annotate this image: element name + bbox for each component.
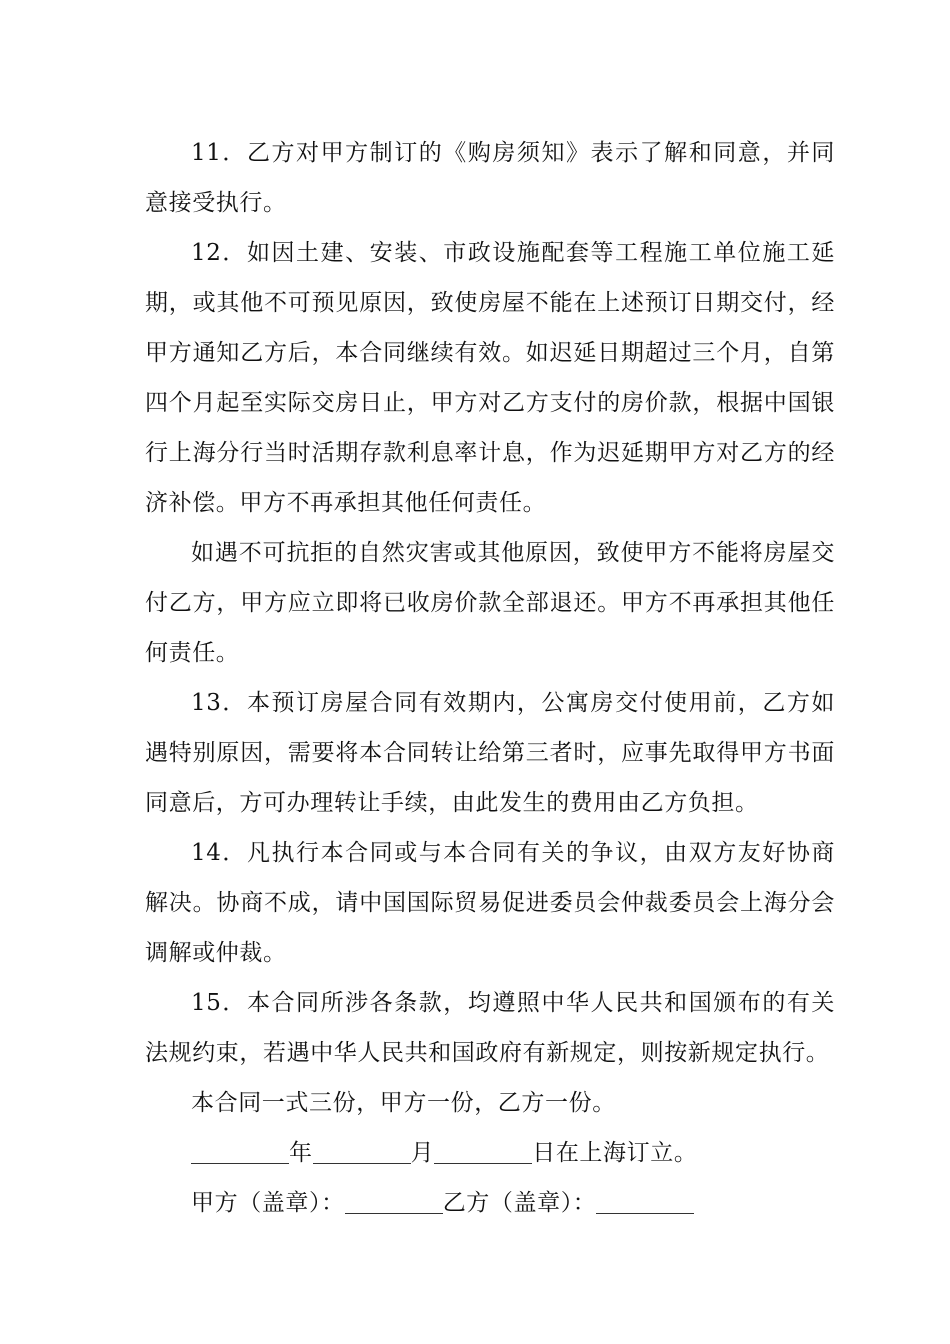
party-a-seal-label: 甲方（盖章）：: [191, 1190, 345, 1216]
party-b-seal-label: 乙方（盖章）：: [442, 1190, 597, 1216]
year-blank: [191, 1140, 289, 1164]
date-line: [145, 1128, 835, 1178]
copies-statement: 本合同一式三份，甲方一份，乙方一份。: [191, 1090, 616, 1116]
day-blank: [434, 1140, 532, 1164]
party-a-seal-blank: [345, 1190, 443, 1214]
year-label: 年: [289, 1140, 313, 1166]
day-place-label: 日在上海订立。: [532, 1140, 698, 1166]
clause-15: 15．本合同所涉各条款，均遵照中华人民共和国颁布的有关法规约束，若遇中华人民共和国政府有新规定，则按新规定执行。: [145, 990, 835, 1066]
clause-12-force-majeure: 如遇不可抗拒的自然灾害或其他原因，致使甲方不能将房屋交付乙方，甲方应立即将已收房价款全部退还。甲方不再承担其他任何责任。: [145, 540, 835, 666]
clause-13: 13．本预订房屋合同有效期内，公寓房交付使用前，乙方如遇特别原因，需要将本合同转让给第三者时，应事先取得甲方书面同意后，方可办理转让手续，由此发生的费用由乙方负担。: [145, 690, 835, 816]
clause-11: 11．乙方对甲方制订的《购房须知》表示了解和同意，并同意接受执行。: [145, 140, 835, 216]
clause-14: 14．凡执行本合同或与本合同有关的争议，由双方友好协商解决。协商不成，请中国国际贸易促进委员会仲裁委员会上海分会调解或仲裁。: [145, 840, 835, 966]
clause-12: 12．如因土建、安装、市政设施配套等工程施工单位施工延期，或其他不可预见原因，致使房屋不能在上述预订日期交付，经甲方通知乙方后，本合同继续有效。如迟延日期超过三个月，自第四个月起至实际交房日止，甲方对乙方支付的房价款，根据中国银行上海分行当时活期存款利息率计息，作为迟延期甲方对乙方的经济补偿。甲方不再承担其他任何责任。: [145, 240, 835, 516]
document-body: [145, 128, 835, 1228]
month-label: 月: [410, 1140, 435, 1166]
party-b-seal-blank: [596, 1190, 694, 1214]
month-blank: [313, 1140, 411, 1164]
signature-line: [145, 1178, 835, 1228]
